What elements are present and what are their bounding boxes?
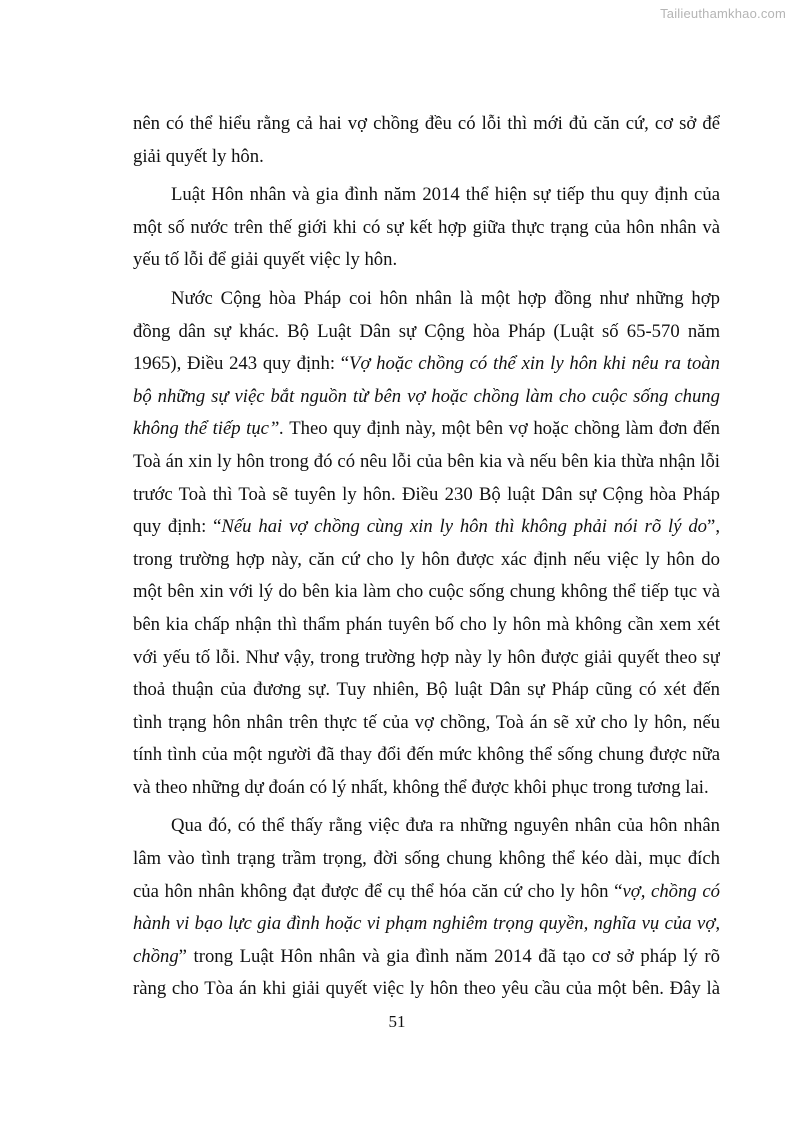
- text-run: quy định: “: [133, 516, 222, 538]
- text-run: 1965), Điều 243 quy định: “: [133, 353, 350, 375]
- paragraph-3: [133, 283, 720, 805]
- text-line: [133, 908, 720, 941]
- text-line: trong trường hợp này, căn cứ cho ly hôn được xác định nếu việc ly hôn do: [133, 548, 720, 570]
- text-line: tính tình của một người đã thay đổi đến mức không thể sống chung được nữa: [133, 744, 720, 766]
- quote-run: Nếu hai vợ chồng cùng xin ly hôn thì không phải nói rõ lý do: [221, 516, 708, 538]
- quote-run: hành vi bạo lực gia đình hoặc vi phạm nghiêm trọng quyền, nghĩa vụ của vợ,: [133, 913, 720, 935]
- text-line: [133, 876, 720, 909]
- text-line: thoả thuận của đương sự. Tuy nhiên, Bộ luật Dân sự Pháp cũng có xét đến: [133, 679, 720, 701]
- quote-run: Vợ hoặc chồng có thể xin ly hôn khi nêu ra toàn: [349, 353, 720, 375]
- paragraph-1: [133, 108, 720, 173]
- quote-run: chồng: [133, 945, 179, 967]
- text-line: Nước Cộng hòa Pháp coi hôn nhân là một hợp đồng như những hợp: [171, 287, 720, 309]
- text-line: [133, 941, 720, 974]
- text-run: Theo quy định này, một bên vợ hoặc chồng làm đơn đến: [284, 418, 720, 440]
- text-line: tình trạng hôn nhân trên thực tế của vợ chồng, Toà án sẽ xử cho ly hôn, nếu: [133, 711, 720, 733]
- text-line: bên kia chấp nhận thì thẩm phán tuyên bố cho ly hôn mà không cần xem xét: [133, 613, 720, 635]
- text-line: giải quyết ly hôn.: [133, 145, 264, 167]
- text-line: lâm vào tình trạng trầm trọng, đời sống chung không thể kéo dài, mục đích: [133, 848, 720, 870]
- text-line: đồng dân sự khác. Bộ Luật Dân sự Cộng hòa Pháp (Luật số 65-570 năm: [133, 320, 720, 342]
- quote-run: bộ những sự việc bắt nguồn từ bên vợ hoặc chồng làm cho cuộc sống chung: [133, 385, 720, 407]
- text-run: ”,: [707, 516, 720, 538]
- page-number: 51: [388, 1012, 406, 1031]
- text-line: [133, 381, 720, 414]
- watermark-text: Tailieuthamkhao.com: [660, 6, 786, 21]
- text-line: nên có thể hiểu rằng cả hai vợ chồng đều có lỗi thì mới đủ căn cứ, cơ sở để: [133, 113, 720, 134]
- text-line: trước Toà thì Toà sẽ tuyên ly hôn. Điều 230 Bộ luật Dân sự Cộng hòa Pháp: [133, 483, 720, 505]
- quote-run: không thể tiếp tục”.: [133, 418, 285, 440]
- text-run: ” trong Luật Hôn nhân và gia đình năm 2014 đã tạo cơ sở pháp lý rõ: [178, 945, 720, 967]
- text-run: của hôn nhân không đạt được để cụ thể hóa căn cứ cho ly hôn “: [133, 880, 623, 902]
- text-line: [133, 511, 720, 544]
- text-line: một bên xin với lý do bên kia làm cho cuộc sống chung không thể tiếp tục và: [133, 581, 720, 603]
- text-line: yếu tố lỗi để giải quyết việc ly hôn.: [133, 249, 398, 271]
- text-line: với yếu tố lỗi. Như vậy, trong trường hợp này ly hôn được giải quyết theo sự: [133, 646, 720, 668]
- text-line: và theo những dự đoán có lý nhất, không thể được khôi phục trong tương lai.: [133, 776, 709, 798]
- text-line: một số nước trên thế giới khi có sự kết hợp giữa thực trạng của hôn nhân và: [133, 216, 720, 238]
- quote-run: vợ, chồng có: [622, 880, 720, 902]
- document-body: [133, 108, 720, 1006]
- paragraph-2: [133, 179, 720, 277]
- text-line: [133, 348, 720, 381]
- text-line: Luật Hôn nhân và gia đình năm 2014 thể hiện sự tiếp thu quy định của: [171, 184, 720, 206]
- text-line: ràng cho Tòa án khi giải quyết việc ly hôn theo yêu cầu của một bên. Đây là: [133, 978, 720, 1000]
- paragraph-4: [133, 810, 720, 1006]
- text-line: Toà án xin ly hôn trong đó có nêu lỗi của bên kia và nếu bên kia thừa nhận lỗi: [133, 450, 720, 472]
- text-line: Qua đó, có thể thấy rằng việc đưa ra những nguyên nhân của hôn nhân: [171, 815, 720, 837]
- text-line: [133, 413, 720, 446]
